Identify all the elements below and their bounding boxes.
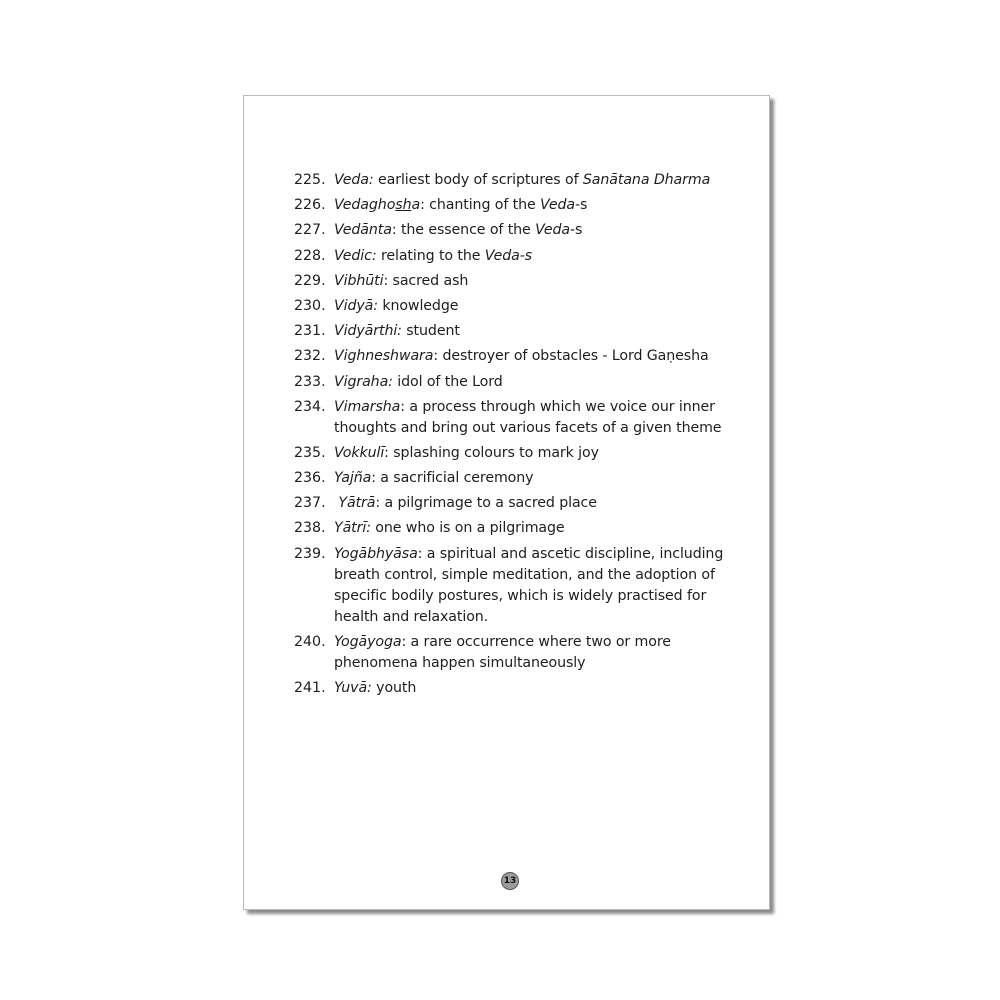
entry-term: Yogābhyāsa: [334, 545, 418, 562]
entry-number: 227.: [294, 222, 326, 239]
entry-text: [334, 296, 734, 317]
entry-term: [334, 197, 420, 213]
glossary-entry: [294, 195, 734, 216]
entry-definition: : a spiritual and ascetic discipline, including breath control, simple meditation, and the adoption of specific bodily postures, which is widely practised for health and relaxation.: [334, 545, 724, 625]
entry-definition: idol of the Lord: [392, 373, 503, 390]
entry-number: 236.: [294, 470, 326, 487]
glossary-entry: [294, 397, 734, 439]
entry-emphasis: Veda: [540, 197, 575, 214]
glossary-entry: [294, 372, 734, 393]
entry-term: Yajña: [334, 470, 372, 487]
entry-number: 226.: [294, 197, 326, 214]
glossary-entry: [294, 443, 734, 464]
entry-definition: knowledge: [377, 297, 459, 314]
entry-emphasis: Veda: [535, 222, 570, 239]
entry-suffix: -s: [570, 222, 583, 239]
entry-text: [334, 372, 734, 393]
entry-text: [334, 170, 734, 191]
entry-term: Vidyā:: [334, 297, 378, 314]
entry-text: [334, 246, 734, 267]
entry-text: [334, 544, 734, 628]
entry-definition: student: [401, 323, 460, 340]
entry-term-part: Vedagho: [334, 197, 396, 214]
glossary-entry: [294, 678, 734, 699]
glossary-entry: [294, 170, 734, 191]
entry-definition: : the essence of the: [391, 222, 536, 239]
entry-text: [334, 397, 734, 439]
entry-definition: youth: [371, 680, 417, 696]
entry-number: 235.: [294, 444, 326, 461]
glossary-entry: [294, 518, 734, 539]
entry-suffix: -s: [574, 197, 588, 214]
entry-text: [334, 632, 734, 674]
entry-definition: earliest body of scriptures of: [373, 172, 583, 188]
entry-term: Yuvā:: [334, 680, 372, 696]
entry-number: 241.: [294, 680, 326, 696]
entry-term: Vibhūti: [334, 272, 384, 289]
entry-term-underlined: sh: [395, 197, 412, 214]
entry-term: Vedic:: [334, 247, 377, 264]
entry-definition: : chanting of the: [420, 197, 541, 214]
entry-emphasis: Sanātana Dharma: [582, 172, 711, 188]
entry-text: [334, 443, 734, 464]
entry-definition: : splashing colours to mark joy: [384, 444, 599, 461]
entry-term: Yātrā: [334, 495, 376, 512]
entry-term: Vidyārthi:: [334, 323, 402, 340]
glossary-list: [294, 170, 734, 703]
entry-term-part: a: [411, 197, 421, 214]
entry-number: 232.: [294, 348, 326, 365]
entry-text: [334, 518, 734, 539]
entry-term: Yogāyoga: [334, 633, 402, 650]
entry-text: [334, 493, 734, 514]
glossary-entry: [294, 321, 734, 342]
entry-definition: : a pilgrimage to a sacred place: [375, 495, 597, 512]
entry-text: [334, 346, 734, 367]
entry-number: 231.: [294, 323, 326, 340]
entry-definition: : sacred ash: [383, 272, 469, 289]
entry-number: 233.: [294, 373, 326, 390]
entry-text: [334, 678, 734, 699]
glossary-entry: [294, 468, 734, 489]
entry-definition: : a process through which we voice our inner thoughts and bring out various facets of a given theme: [334, 398, 722, 436]
entry-text: [334, 468, 734, 489]
entry-number: 239.: [294, 545, 326, 562]
glossary-entry: [294, 246, 734, 267]
entry-term: Vighneshwara: [334, 348, 434, 365]
glossary-entry: [294, 271, 734, 292]
entry-number: 234.: [294, 398, 326, 415]
entry-emphasis: Veda-s: [484, 247, 533, 264]
entry-text: [334, 271, 734, 292]
glossary-entry: [294, 493, 734, 514]
entry-definition: relating to the: [376, 247, 485, 264]
entry-term: Vigraha:: [334, 373, 393, 390]
entry-term: Vedānta: [334, 222, 392, 239]
entry-definition: one who is on a pilgrimage: [370, 520, 565, 537]
glossary-entry: [294, 544, 734, 628]
entry-term: Vimarsha: [334, 398, 401, 415]
entry-definition: : a sacrificial ceremony: [371, 470, 534, 487]
entry-term: Veda:: [334, 172, 374, 188]
entry-number: 229.: [294, 272, 326, 289]
entry-number: 240.: [294, 633, 326, 650]
entry-term: Vokkulī: [334, 444, 385, 461]
entry-number: 225.: [294, 172, 326, 188]
entry-text: [334, 195, 734, 216]
entry-number: 237.: [294, 495, 326, 512]
glossary-entry: [294, 632, 734, 674]
entry-text: [334, 220, 734, 241]
entry-definition: : destroyer of obstacles - Lord Gaṇesha: [433, 348, 709, 365]
entry-number: 238.: [294, 520, 326, 537]
page-number-badge: 13: [501, 872, 519, 890]
glossary-entry: [294, 220, 734, 241]
entry-number: 230.: [294, 297, 326, 314]
entry-term: Yātrī:: [334, 520, 371, 537]
glossary-entry: [294, 296, 734, 317]
entry-number: 228.: [294, 247, 326, 264]
entry-text: [334, 321, 734, 342]
glossary-entry: [294, 346, 734, 367]
document-page: [243, 95, 770, 910]
entry-definition: : a rare occurrence where two or more phenomena happen simultaneously: [334, 633, 671, 671]
